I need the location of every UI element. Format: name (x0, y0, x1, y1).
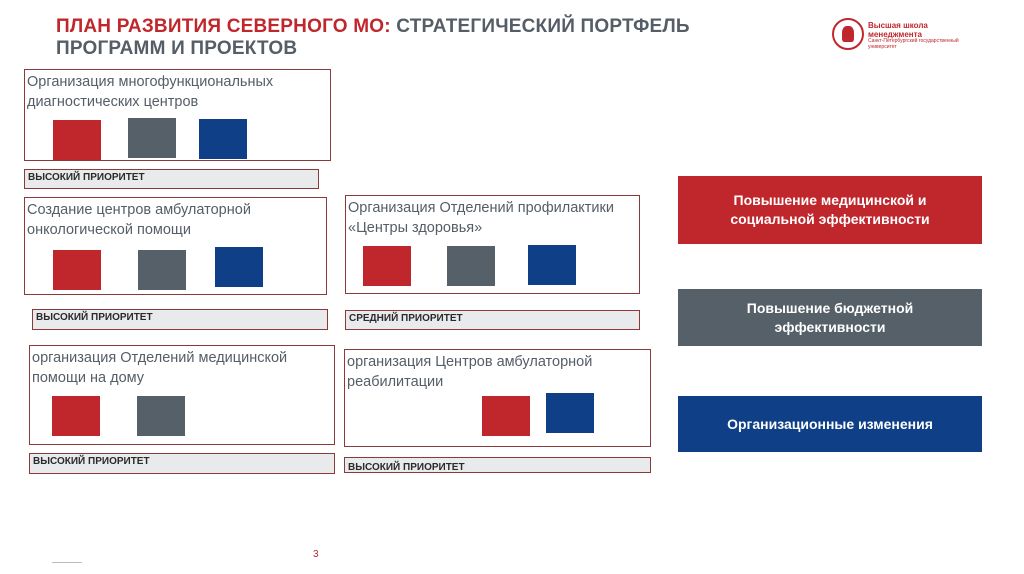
outcome-budget-efficiency (678, 289, 982, 346)
title-highlight: ПЛАН РАЗВИТИЯ СЕВЕРНОГО МО: (56, 16, 391, 37)
project-card-oncology-centers (24, 197, 327, 295)
outcome-label: Повышение медицинской и социальной эффективности (730, 192, 930, 227)
priority-label: СРЕДНИЙ ПРИОРИТЕТ (345, 310, 640, 330)
medical-efficiency-marker (482, 396, 530, 436)
organizational-change-marker (215, 247, 263, 287)
priority-label: ВЫСОКИЙ ПРИОРИТЕТ (344, 457, 651, 473)
project-title: Создание центров амбулаторной онкологической помощи (27, 202, 251, 238)
budget-efficiency-marker (137, 396, 185, 436)
project-title: организация Центров амбулаторной реабилитации (347, 354, 593, 390)
outcome-organizational-changes (678, 396, 982, 452)
page-number: 3 (313, 549, 319, 560)
priority-label: ВЫСОКИЙ ПРИОРИТЕТ (24, 169, 319, 189)
project-title: Организация Отделений профилактики «Центры здоровья» (348, 200, 614, 236)
organizational-change-marker (528, 245, 576, 285)
medical-efficiency-marker (53, 120, 101, 160)
logo-subtitle: Санкт-Петербургский государственный университет (868, 38, 959, 50)
budget-efficiency-marker (447, 246, 495, 286)
priority-label: ВЫСОКИЙ ПРИОРИТЕТ (32, 309, 328, 330)
footer-divider (52, 562, 82, 563)
project-card-rehabilitation-centers (344, 349, 651, 447)
title-rest: СТРАТЕГИЧЕСКИЙ ПОРТФЕЛЬ ПРОГРАММ И ПРОЕКТОВ (56, 16, 690, 59)
project-card-prevention-departments (345, 195, 640, 294)
outcome-medical-social-efficiency (678, 176, 982, 244)
outcome-label: Организационные изменения (727, 415, 933, 432)
organizational-change-marker (199, 119, 247, 159)
organizational-change-marker (546, 393, 594, 433)
emblem-icon (832, 18, 864, 50)
priority-label: ВЫСОКИЙ ПРИОРИТЕТ (29, 453, 335, 474)
medical-efficiency-marker (363, 246, 411, 286)
logo-name: Высшая школа менеджмента (868, 21, 928, 39)
medical-efficiency-marker (53, 250, 101, 290)
medical-efficiency-marker (52, 396, 100, 436)
project-title: Организация многофункциональных диагностических центров (27, 74, 274, 110)
budget-efficiency-marker (138, 250, 186, 290)
budget-efficiency-marker (128, 118, 176, 158)
project-title: организация Отделений медицинской помощи на дому (32, 350, 288, 386)
project-card-home-care-departments (29, 345, 335, 445)
project-card-diagnostic-centers (24, 69, 331, 161)
page-title (56, 16, 796, 60)
outcome-label: Повышение бюджетной эффективности (746, 299, 914, 335)
university-logo (832, 18, 972, 58)
